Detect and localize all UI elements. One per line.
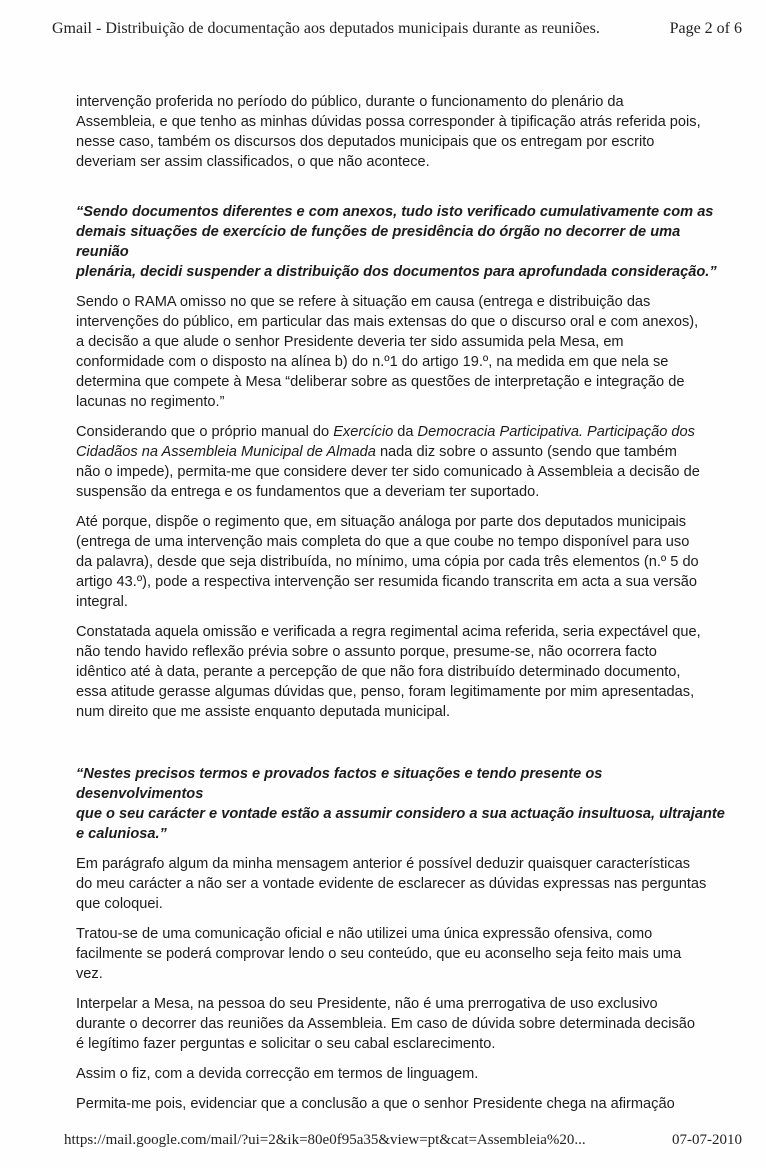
print-footer	[64, 1128, 742, 1152]
paragraph-2: Sendo o RAMA omisso no que se refere à situação em causa (entrega e distribuição das intervenções do público, em particular das mais extensas do que o discurso oral e com anexos), a decisão a que alude o senhor Presidente deveria ter sido assumida pela Mesa, em conformidade com o disposto na alínea b) do n.º1 do artigo 19.º, na medida em que nela se determina que compete à Mesa “deliberar sobre as questões de interpretação e integração de lacunas no regimento.”	[76, 294, 699, 410]
paragraph-3-italic-b: Democracia Participativa. Participação dos Cidadãos na Assembleia Municipal de Almada	[76, 424, 695, 460]
paragraph-4: Até porque, dispõe o regimento que, em situação análoga por parte dos deputados municipais (entrega de uma intervenção mais completa do que a que coube no tempo disponível para uso da palavra), desde que seja distribuída, no mínimo, uma cópia por cada três elementos (n.º 5 do artigo 43.º), pode a respectiva intervenção ser resumida ficando transcrita em acta a sua versão integral.	[76, 514, 699, 610]
paragraph-10: Permita-me pois, evidenciar que a conclusão a que o senhor Presidente chega na afirmação	[76, 1096, 675, 1112]
paragraph-6: Em parágrafo algum da minha mensagem anterior é possível deduzir quaisquer características do meu carácter a não ser a vontade evidente de esclarecer as dúvidas expressas nas perguntas que coloquei.	[76, 856, 707, 912]
print-header	[52, 14, 742, 44]
paragraph-1: intervenção proferida no período do público, durante o funcionamento do plenário da Assembleia, e que tenho as minhas dúvidas possa corresponder à tipificação atrás referida pois, nesse caso, também os discursos dos deputados municipais que os entregam por escrito deveriam ser assim classificados, o que não acontece.	[76, 94, 701, 170]
paragraph-3-italic-a: Exercício	[333, 424, 394, 440]
email-body	[76, 92, 732, 1124]
paragraph-9: Assim o fiz, com a devida correcção em termos de linguagem.	[76, 1066, 479, 1082]
paragraph-8: Interpelar a Mesa, na pessoa do seu Presidente, não é uma prerrogativa de uso exclusivo durante o decorrer das reuniões da Assembleia. Em caso de dúvida sobre determinada decisão é legítimo fazer perguntas e solicitar o seu cabal esclarecimento.	[76, 996, 695, 1052]
quote-2: “Nestes precisos termos e provados factos e situações e tendo presente os desenvolvimentos que o seu carácter e vontade estão a assumir considero a sua actuação insultuosa, ultrajante e caluniosa.”	[76, 766, 725, 842]
paragraph-5: Constatada aquela omissão e verificada a regra regimental acima referida, seria expectável que, não tendo havido reflexão prévia sobre o assunto porque, presume-se, não ocorrera facto idêntico até à data, perante a percepção de que não fora distribuído determinado documento, essa atitude gerasse algumas dúvidas que, penso, foram legitimamente por mim apresentadas, num direito que me assiste enquanto deputada municipal.	[76, 624, 701, 720]
quote-1: “Sendo documentos diferentes e com anexos, tudo isto verificado cumulativamente com as demais situações de exercício de funções de presidência do órgão no decorrer de uma reunião plenária, decidi suspender a distribuição dos documentos para aprofundada consideração.”	[76, 204, 717, 280]
paragraph-3-text-c: nada diz sobre o assunto (sendo que também não o impede), permita-me que considere dever ter sido comunicado à Assembleia a decisão de suspensão da entrega e os fundamentos que a deveriam ter suportado.	[76, 444, 700, 500]
header-title: Gmail - Distribuição de documentação aos deputados municipais durante as reuniões.	[52, 20, 600, 37]
paragraph-3-text-b: da	[393, 424, 418, 440]
paragraph-7: Tratou-se de uma comunicação oficial e não utilizei uma única expressão ofensiva, como facilmente se poderá comprovar lendo o seu conteúdo, que eu aconselho seja feito mais uma vez.	[76, 926, 682, 982]
page-number: Page 2 of 6	[669, 20, 742, 37]
paragraph-3	[76, 422, 732, 502]
paragraph-3-text-a: Considerando que o próprio manual do	[76, 424, 334, 440]
footer-url: https://mail.google.com/mail/?ui=2&ik=80e0f95a35&view=pt&cat=Assembleia%20...	[64, 1132, 586, 1148]
footer-date: 07-07-2010	[672, 1132, 742, 1148]
